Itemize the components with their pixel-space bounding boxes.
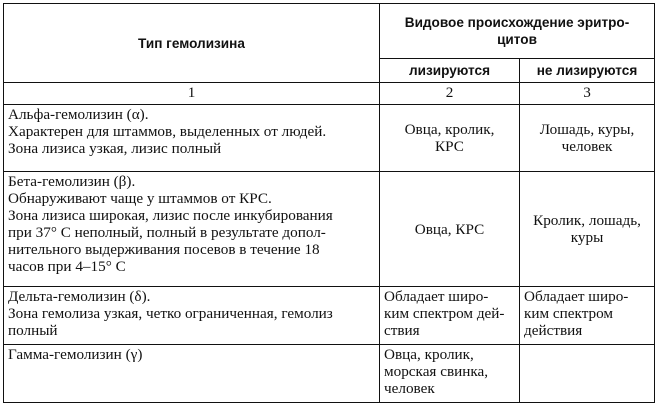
lysed-line: человек xyxy=(384,380,435,397)
description-line: Зона гемолиза узкая, четко ограниченная, гемолиз xyxy=(8,305,333,322)
description-line: Бета-гемолизин (β). xyxy=(8,173,136,190)
header-erythrocyte-origin-line2: цитов xyxy=(497,32,537,47)
lysed-species xyxy=(380,172,520,287)
not-lysed-species xyxy=(520,105,655,172)
lysed-line: ствия xyxy=(384,322,420,339)
column-number-2: 2 xyxy=(380,83,520,105)
lysed-line: ким спектром дей- xyxy=(384,305,505,322)
hemolysin-description xyxy=(4,172,380,287)
column-number-row xyxy=(4,83,655,105)
description-line: Зона лизиса широкая, лизис после инкубирования xyxy=(8,207,333,224)
description-line: часов при 4–15° С xyxy=(8,258,126,275)
description-line: Дельта-гемолизин (δ). xyxy=(8,288,151,305)
lysed-species xyxy=(380,105,520,172)
lysed-line: Обладает широ- xyxy=(384,288,489,305)
table-row xyxy=(4,345,655,403)
header-hemolysin-type: Тип гемолизина xyxy=(4,4,380,83)
not-lysed-line: Лошадь, куры, xyxy=(539,121,635,138)
not-lysed-line: Кролик, лошадь, xyxy=(533,212,641,229)
table-row xyxy=(4,105,655,172)
header-erythrocyte-origin-line1: Видовое происхождение эритро- xyxy=(404,15,630,30)
description-line: при 37° С неполный, полный в результате допол- xyxy=(8,224,326,241)
description-line: Зона лизиса узкая, лизис полный xyxy=(8,140,222,157)
hemolysin-description xyxy=(4,105,380,172)
hemolysin-table xyxy=(3,3,655,403)
not-lysed-line: куры xyxy=(570,229,604,246)
not-lysed-line: ким спектром xyxy=(524,305,614,322)
not-lysed-line: Обладает широ- xyxy=(524,288,629,305)
hemolysin-description xyxy=(4,287,380,345)
table-row xyxy=(4,172,655,287)
header-not-lysed: не лизируются xyxy=(520,59,655,83)
lysed-species xyxy=(380,287,520,345)
hemolysin-description xyxy=(4,345,380,403)
not-lysed-line: действия xyxy=(524,322,583,339)
description-line: Альфа-гемолизин (α). xyxy=(8,106,149,123)
header-erythrocyte-origin xyxy=(380,4,655,59)
lysed-line: КРС xyxy=(435,138,464,155)
description-line: Гамма-гемолизин (γ) xyxy=(8,346,143,363)
description-line: нительного выдерживания посевов в течение 18 xyxy=(8,241,320,258)
description-line: полный xyxy=(8,322,58,339)
lysed-species xyxy=(380,345,520,403)
column-number-3: 3 xyxy=(520,83,655,105)
description-line: Характерен для штаммов, выделенных от людей. xyxy=(8,123,327,140)
not-lysed-species xyxy=(520,287,655,345)
lysed-line: морская свинка, xyxy=(384,363,489,380)
header-lysed: лизируются xyxy=(380,59,520,83)
description-line: Обнаруживают чаще у штаммов от КРС. xyxy=(8,190,272,207)
not-lysed-line: человек xyxy=(561,138,613,155)
lysed-line: Овца, кролик, xyxy=(384,346,474,363)
lysed-line: Овца, кролик, xyxy=(404,121,495,138)
column-number-1: 1 xyxy=(4,83,380,105)
table-row xyxy=(4,287,655,345)
not-lysed-species xyxy=(520,345,655,403)
lysed-line: Овца, КРС xyxy=(414,220,485,238)
not-lysed-species xyxy=(520,172,655,287)
